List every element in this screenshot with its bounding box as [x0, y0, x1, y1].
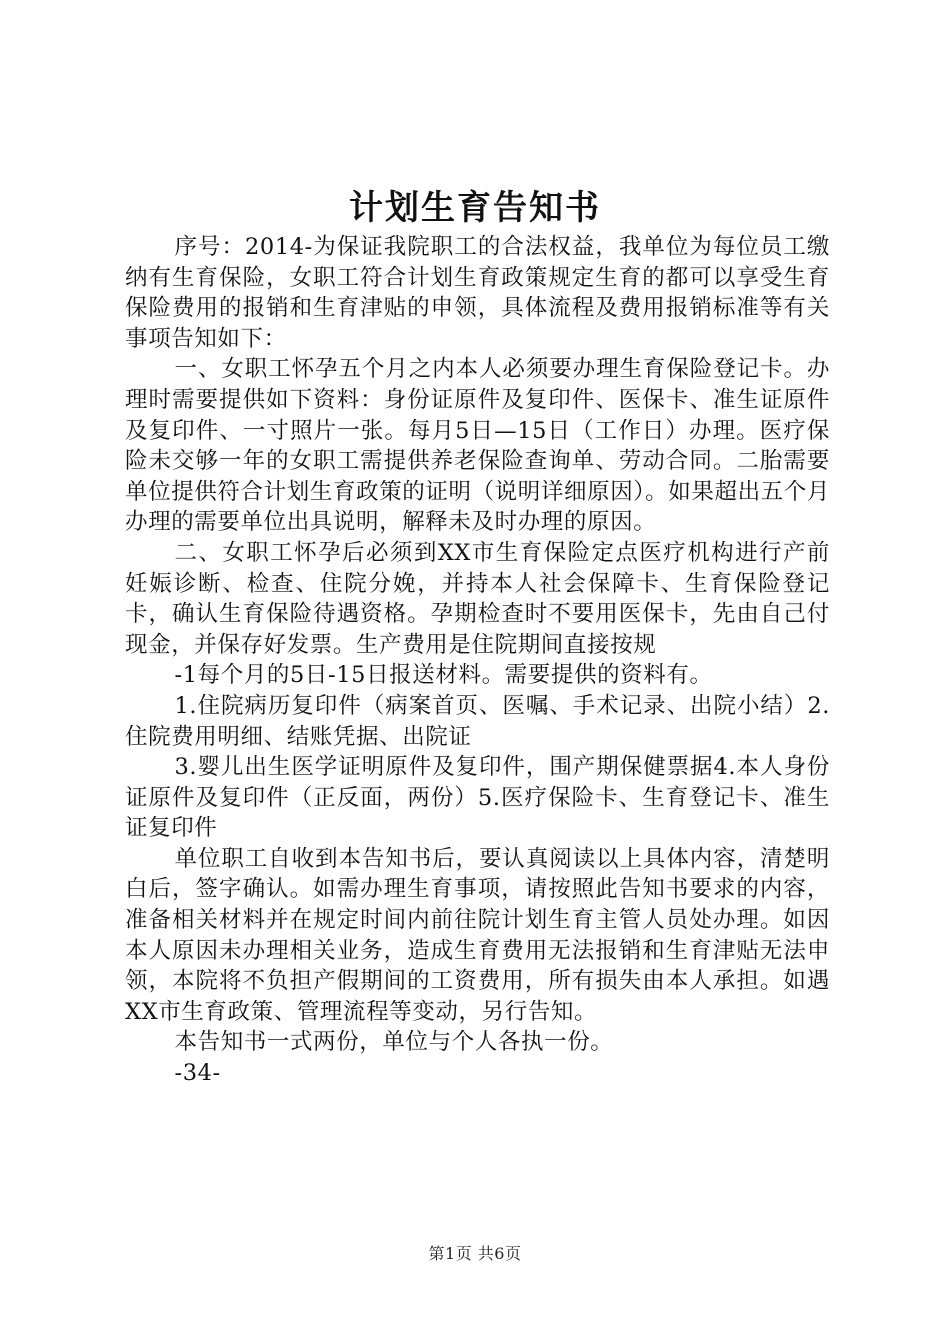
submission-schedule-paragraph: -1每个月的5日-15日报送材料。需要提供的资料有。: [174, 662, 713, 689]
document-body: [125, 232, 830, 1089]
materials-list-paragraph-1: 1.住院病历复印件（病案首页、医嘱、手术记录、出院小结）2.住院费用明细、结账凭据、出院证: [125, 692, 830, 750]
intro-paragraph: 序号：2014-为保证我院职工的合法权益，我单位为每位员工缴纳有生育保险，女职工符合计划生育政策规定生育的都可以享受生育保险费用的报销和生育津贴的申领，具体流程及费用报销标准等有关事项告知如下：: [125, 234, 830, 352]
section-one-paragraph: 一、女职工怀孕五个月之内本人必须要办理生育保险登记卡。办理时需要提供如下资料：身份证原件及复印件、医保卡、准生证原件及复印件、一寸照片一张。每月5日—15日（工作日）办理。医疗保险未交够一年的女职工需提供养老保险查询单、劳动合同。二胎需要单位提供符合计划生育政策的证明（说明详细原因）。如果超出五个月办理的需要单位出具说明，解释未及时办理的原因。: [125, 356, 830, 536]
section-two-paragraph: 二、女职工怀孕后必须到XX市生育保险定点医疗机构进行产前妊娠诊断、检查、住院分娩，并持本人社会保障卡、生育保险登记卡，确认生育保险待遇资格。孕期检查时不要用医保卡，先由自己付现金，并保存好发票。生产费用是住院期间直接按规: [125, 539, 830, 658]
copies-note-paragraph: 本告知书一式两份，单位与个人各执一份。: [174, 1029, 614, 1056]
document-title: 计划生育告知书: [349, 188, 601, 228]
inline-page-number: -34-: [174, 1060, 221, 1087]
materials-list-paragraph-2: 3.婴儿出生医学证明原件及复印件，围产期保健票据4.本人身份证原件及复印件（正反面，两份）5.医疗保险卡、生育登记卡、准生证复印件: [125, 754, 830, 842]
page-footer: 第1页 共6页: [428, 1244, 522, 1263]
acknowledgement-paragraph: 单位职工自收到本告知书后，要认真阅读以上具体内容，清楚明白后，签字确认。如需办理生育事项，请按照此告知书要求的内容，准备相关材料并在规定时间内前往院计划生育主管人员处办理。如因本人原因未办理相关业务，造成生育费用无法报销和生育津贴无法申领，本院将不负担产假期间的工资费用，所有损失由本人承担。如遇XX市生育政策、管理流程等变动，另行告知。: [125, 845, 830, 1025]
